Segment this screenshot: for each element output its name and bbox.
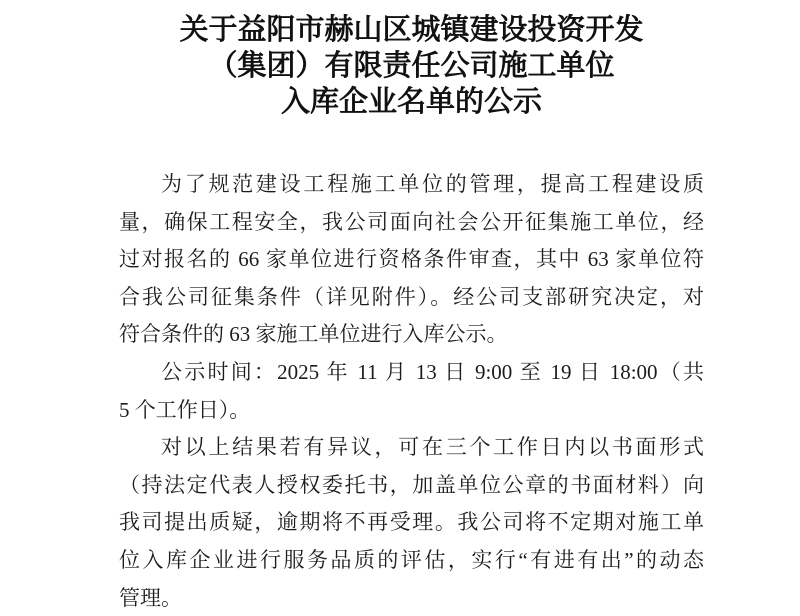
body-line-9: （持法定代表人授权委托书，加盖单位公章的书面材料）向 — [119, 472, 704, 497]
body-line-12: 管理。 — [119, 585, 182, 610]
body-line-6: 公示时间：2025 年 11 月 13 日 9:00 至 19 日 18:00（共 — [161, 359, 704, 384]
body-line-8: 对以上结果若有异议，可在三个工作日内以书面形式 — [161, 435, 704, 460]
body-line-3: 过对报名的 66 家单位进行资格条件审查，其中 63 家单位符 — [119, 247, 704, 272]
body-line-1: 为了规范建设工程施工单位的管理，提高工程建设质 — [161, 172, 704, 196]
body-line-7: 5 个工作日）。 — [119, 397, 251, 422]
title-line-1: 关于益阳市赫山区城镇建设投资开发 — [179, 14, 644, 46]
body-line-2: 量，确保工程安全，我公司面向社会公开征集施工单位，经 — [119, 209, 704, 234]
title-line-2: （集团）有限责任公司施工单位 — [208, 50, 615, 82]
document-body — [119, 166, 704, 616]
body-line-10: 我司提出质疑，逾期将不再受理。我公司将不定期对施工单 — [119, 510, 704, 535]
title-line-3: 入库企业名单的公示 — [280, 86, 542, 118]
document-title — [119, 12, 704, 120]
body-line-5: 符合条件的 63 家施工单位进行入库公示。 — [119, 322, 508, 347]
body-line-11: 位入库企业进行服务品质的评估，实行“有进有出”的动态 — [119, 547, 704, 572]
body-line-4: 合我公司征集条件（详见附件）。经公司支部研究决定，对 — [119, 284, 704, 309]
